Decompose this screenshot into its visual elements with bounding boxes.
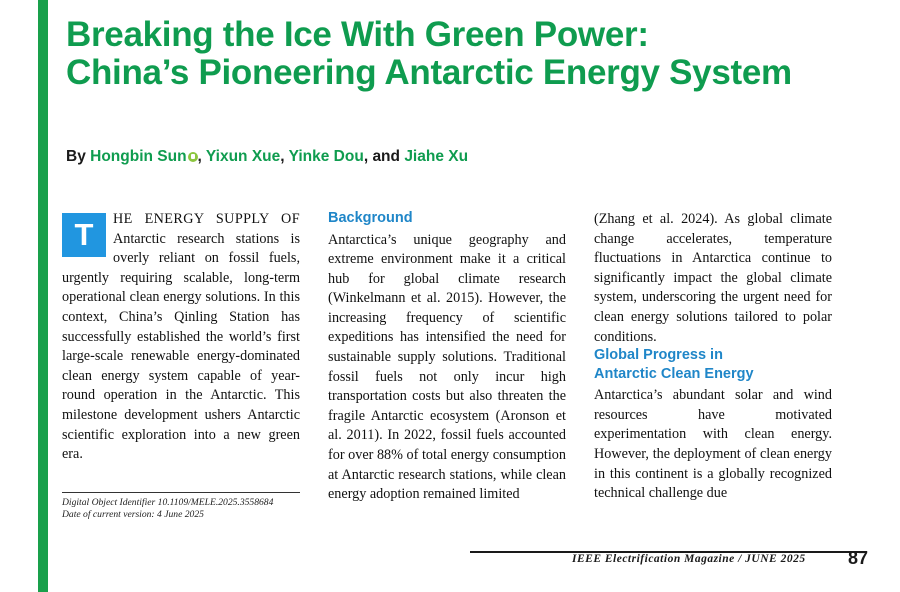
column-3 <box>594 210 832 504</box>
drop-cap: T <box>62 213 106 257</box>
section-heading-global-progress-line1: Global Progress in <box>594 347 723 364</box>
author-4: Jiahe Xu <box>404 148 469 165</box>
section-global-progress-paragraph: Antarctica’s abundant solar and wind resources have motivated experimentation with clean energy. However, the deployment of clean energy in this continent is a globally recognized technical challenge due <box>594 387 832 502</box>
byline-prefix: By <box>66 148 91 165</box>
lead-smallcaps: HE ENERGY SUPPLY OF <box>113 211 300 227</box>
doi-line-1: Digital Object Identifier 10.1109/MELE.2025.3558684 <box>62 497 274 508</box>
byline-and: and <box>372 148 400 165</box>
title-line-2: China’s Pioneering Antarctic Energy System <box>66 53 792 92</box>
footer-journal: IEEE Electrification Magazine / JUNE 2025 <box>572 553 806 565</box>
author-2: Yixun Xue <box>205 148 281 165</box>
byline-sep-2: , <box>280 148 289 165</box>
section-heading-global-progress-line2: Antarctic Clean Energy <box>594 365 754 382</box>
column-1 <box>62 210 300 465</box>
author-1: Hongbin Sun <box>90 148 187 165</box>
byline <box>66 148 468 166</box>
lead-body: Antarctic research stations is overly reliant on fossil fuels, urgently requiring scalable, long-term operational clean energy solutions. In this context, China’s Qinling Station has successfully established the world’s first large-scale renewable energy-dominated clean energy system capable of year-round operation in the Antarctic. This milestone development ushers Antarctic scientific exploration into a new green era. <box>62 230 300 463</box>
orcid-icon[interactable] <box>188 152 198 162</box>
byline-sep-3: , <box>363 148 373 165</box>
column-2 <box>328 210 566 505</box>
page-title <box>66 16 866 92</box>
section-heading-background: Background <box>328 210 413 226</box>
author-3: Yinke Dou <box>288 148 364 165</box>
title-line-1: Breaking the Ice With Green Power: <box>66 15 649 54</box>
doi-line-2: Date of current version: 4 June 2025 <box>62 509 204 520</box>
byline-sep-1: , <box>197 148 206 165</box>
decorative-left-rule <box>38 0 48 592</box>
section-background-continued: (Zhang et al. 2024). As global climate change accelerates, temperature fluctuations in Antarctica continue to significantly impact the global climate system, underscoring the urgent need for clean energy solutions tailored to polar conditions. <box>594 211 832 345</box>
doi-note <box>62 492 300 521</box>
section-background-paragraph: Antarctica’s unique geography and extreme environment make it a critical hub for global climate research (Winkelmann et al. 2015). However, the increasing frequency of scientific expeditions has intensified the need for sustainable supply solutions. Traditional fossil fuels not only incur high transportation costs but also threaten the fragile Antarctic ecosystem (Aronson et al. 2011). In 2022, fossil fuels accounted for over 88% of total energy consumption at Antarctic research stations, while clean energy adoption remained limited <box>328 231 566 503</box>
article-columns <box>62 210 862 540</box>
page-number: 87 <box>848 548 869 568</box>
